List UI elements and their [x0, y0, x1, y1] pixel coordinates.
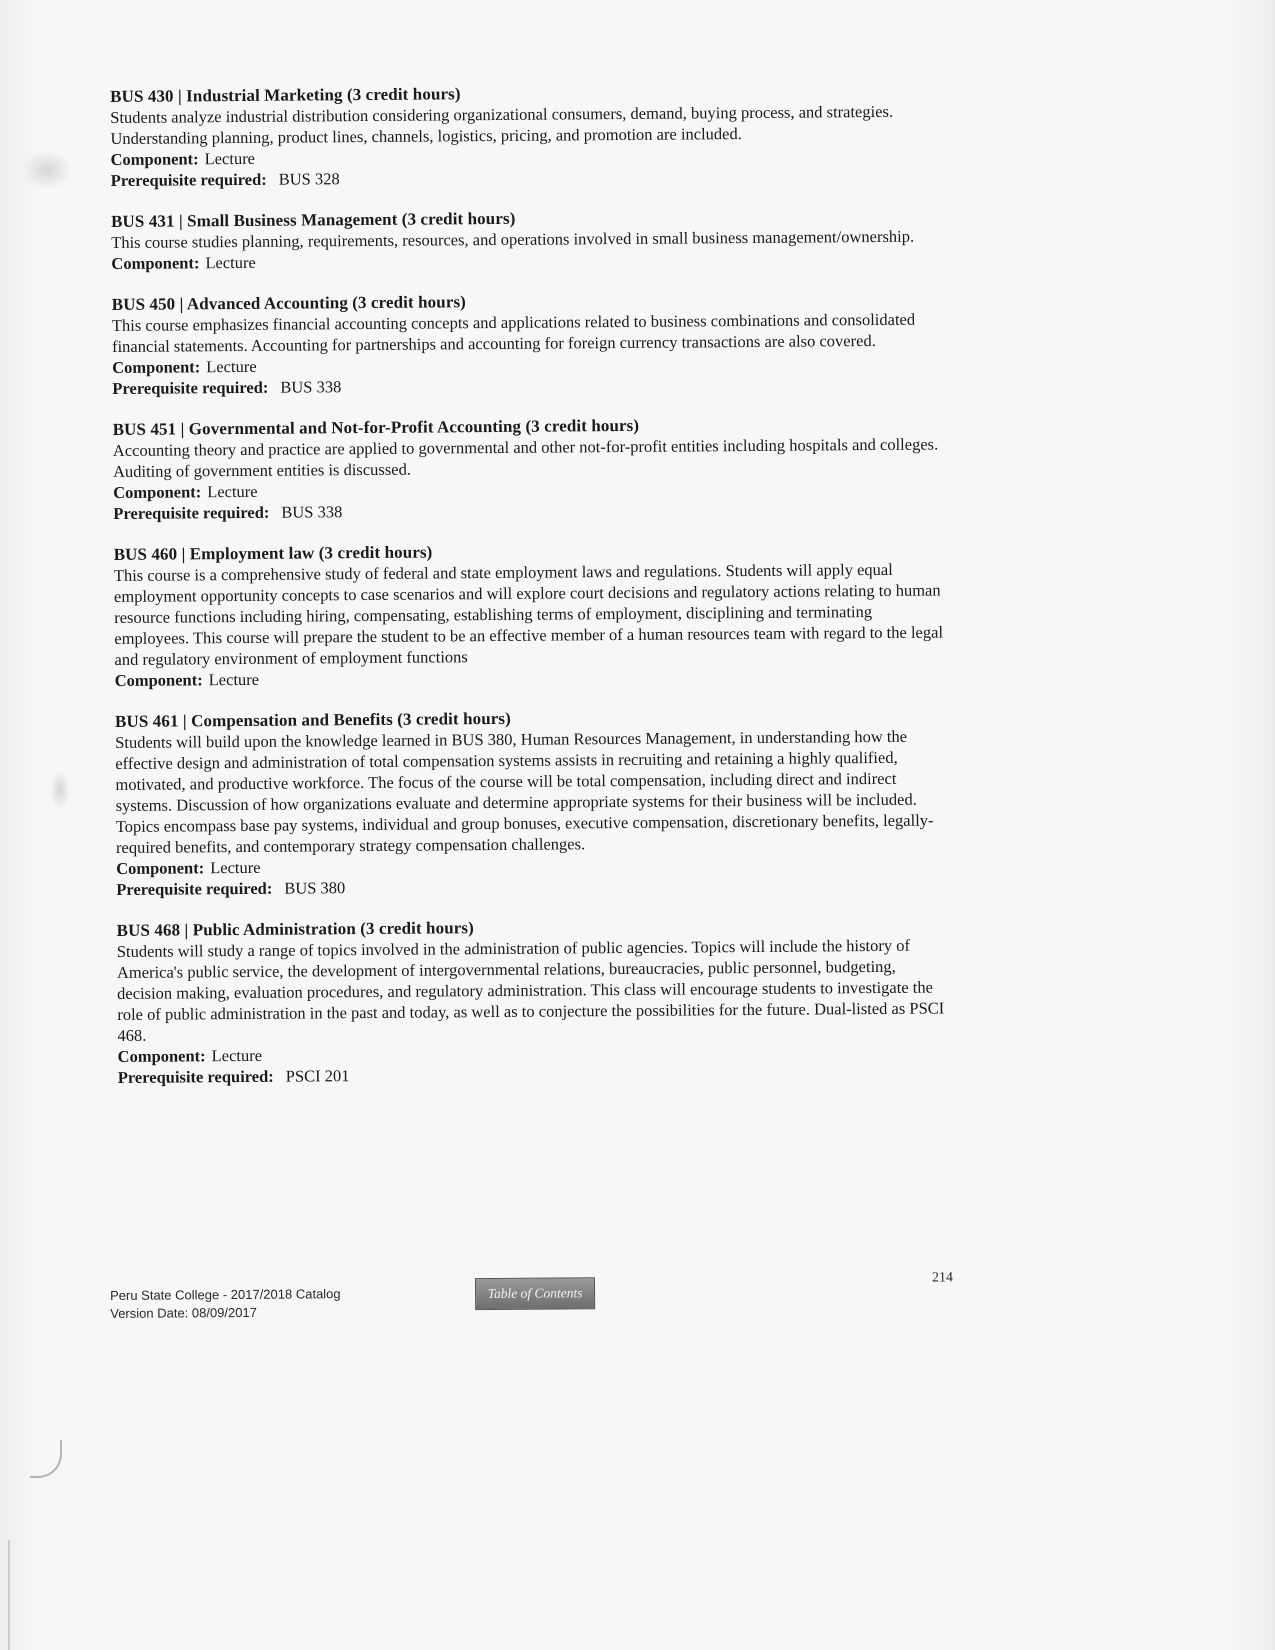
component-value: Lecture: [206, 356, 257, 377]
component-label: Component:: [114, 670, 203, 690]
component-label: Component:: [113, 482, 202, 502]
prerequisite-label: Prerequisite required:: [113, 502, 270, 523]
component-value: Lecture: [210, 857, 261, 878]
course-description: Accounting theory and practice are applied to governmental and other not-for-profit entities including hospitals and colleges. Auditing of government entities is discussed.: [112, 434, 939, 481]
catalog-name: Peru State College - 2017/2018 Catalog: [110, 1286, 341, 1303]
page-footer: [110, 1270, 954, 1347]
course-title: BUS 451 | Governmental and Not-for-Profit Accounting (3 credit hours): [112, 415, 640, 439]
component-value: Lecture: [208, 669, 260, 690]
course-title: BUS 460 | Employment law (3 credit hours): [113, 542, 433, 564]
course-description: This course is a comprehensive study of federal and state employment laws and regulations. Students will apply equal employment opportunity concepts to case scenarios and will explore court decisions and regulatory actions relating to human resource functions including hiring, compensating, establishing terms of employment, disciplining and terminating employees. This course will prepare the student to be an effective member of a human resources team with regard to the legal and regulatory environment of employment functions: [113, 559, 944, 669]
course-entry: [113, 412, 944, 524]
scan-smudge: [22, 150, 72, 190]
course-entry: [115, 704, 946, 900]
course-title: BUS 468 | Public Administration (3 credit hours): [116, 918, 474, 940]
page-number: 214: [931, 1270, 954, 1286]
scan-smudge: [50, 770, 70, 810]
course-title: BUS 461 | Compensation and Benefits (3 credit hours): [114, 708, 511, 731]
scan-artifact: [30, 1440, 62, 1478]
prerequisite-label: Prerequisite required:: [116, 878, 273, 899]
component-label: Component:: [110, 149, 199, 169]
component-label: Component:: [117, 1046, 206, 1066]
component-value: Lecture: [211, 1045, 263, 1066]
prerequisite-value: PSCI 201: [285, 1066, 350, 1086]
prerequisite-label: Prerequisite required:: [117, 1066, 274, 1087]
course-list: [110, 79, 948, 1107]
prerequisite-value: BUS 380: [284, 878, 346, 898]
course-description: Students will build upon the knowledge learned in BUS 380, Human Resources Management, in understanding how the effective design and administration of total compensation systems assists in recruiting and retaining a highly qualified, motivated, and productive workforce. The focus of the course will be total compensation, including direct and indirect systems. Discussion of how organizations evaluate and determine appropriate systems for their business will be included. Topics encompass base pay systems, individual and group bonuses, executive compensation, discretionary benefits, legally-required benefits, and contemporary strategy compensation challenges.: [115, 726, 934, 857]
course-title: BUS 430 | Industrial Marketing (3 credit hours): [110, 84, 461, 106]
component-value: Lecture: [204, 148, 256, 169]
course-description: Students will study a range of topics involved in the administration of public agencies. Topics will include the history of America's public service, the development of intergovernmental relations, bureaucracies, public personnel, budgeting, decision making, evaluation procedures, and regulatory administration. This class will encourage students to investigate the role of public administration in the past and today, as well as to conjecture the possibilities for the future. Dual-listed as PSCI 468.: [116, 935, 945, 1045]
course-entry: [111, 204, 941, 274]
prerequisite-label: Prerequisite required:: [112, 377, 269, 398]
course-title: BUS 450 | Advanced Accounting (3 credit hours): [111, 292, 466, 314]
course-entry: [117, 913, 948, 1088]
component-label: Component:: [112, 357, 201, 377]
course-description: This course emphasizes financial accounting concepts and applications related to business combinations and consolidated financial statements. Accounting for partnerships and accounting for foreign currency transactions are also covered.: [111, 309, 916, 356]
course-title: BUS 431 | Small Business Management (3 credit hours): [110, 208, 516, 231]
prerequisite-value: BUS 328: [278, 169, 340, 189]
component-label: Component:: [111, 253, 200, 273]
table-of-contents-button[interactable]: Table of Contents: [475, 1277, 595, 1310]
component-value: Lecture: [205, 252, 256, 273]
course-entry: [110, 79, 941, 191]
course-description: Students analyze industrial distribution considering organizational consumers, demand, buying process, and strategies. Understanding planning, product lines, channels, logistics, pricing, and promotion are included.: [110, 101, 894, 148]
component-value: Lecture: [207, 481, 258, 502]
footer-catalog-info: [110, 1285, 341, 1323]
prerequisite-label: Prerequisite required:: [110, 169, 267, 190]
course-entry: [114, 537, 945, 691]
prerequisite-value: BUS 338: [281, 502, 343, 522]
version-date: Version Date: 08/09/2017: [110, 1304, 257, 1321]
component-label: Component:: [116, 858, 205, 878]
prerequisite-value: BUS 338: [280, 377, 342, 397]
scan-edge: [8, 1540, 10, 1650]
course-entry: [112, 287, 943, 399]
course-description: This course studies planning, requirements, resources, and operations involved in small business management/ownership.: [111, 226, 915, 252]
